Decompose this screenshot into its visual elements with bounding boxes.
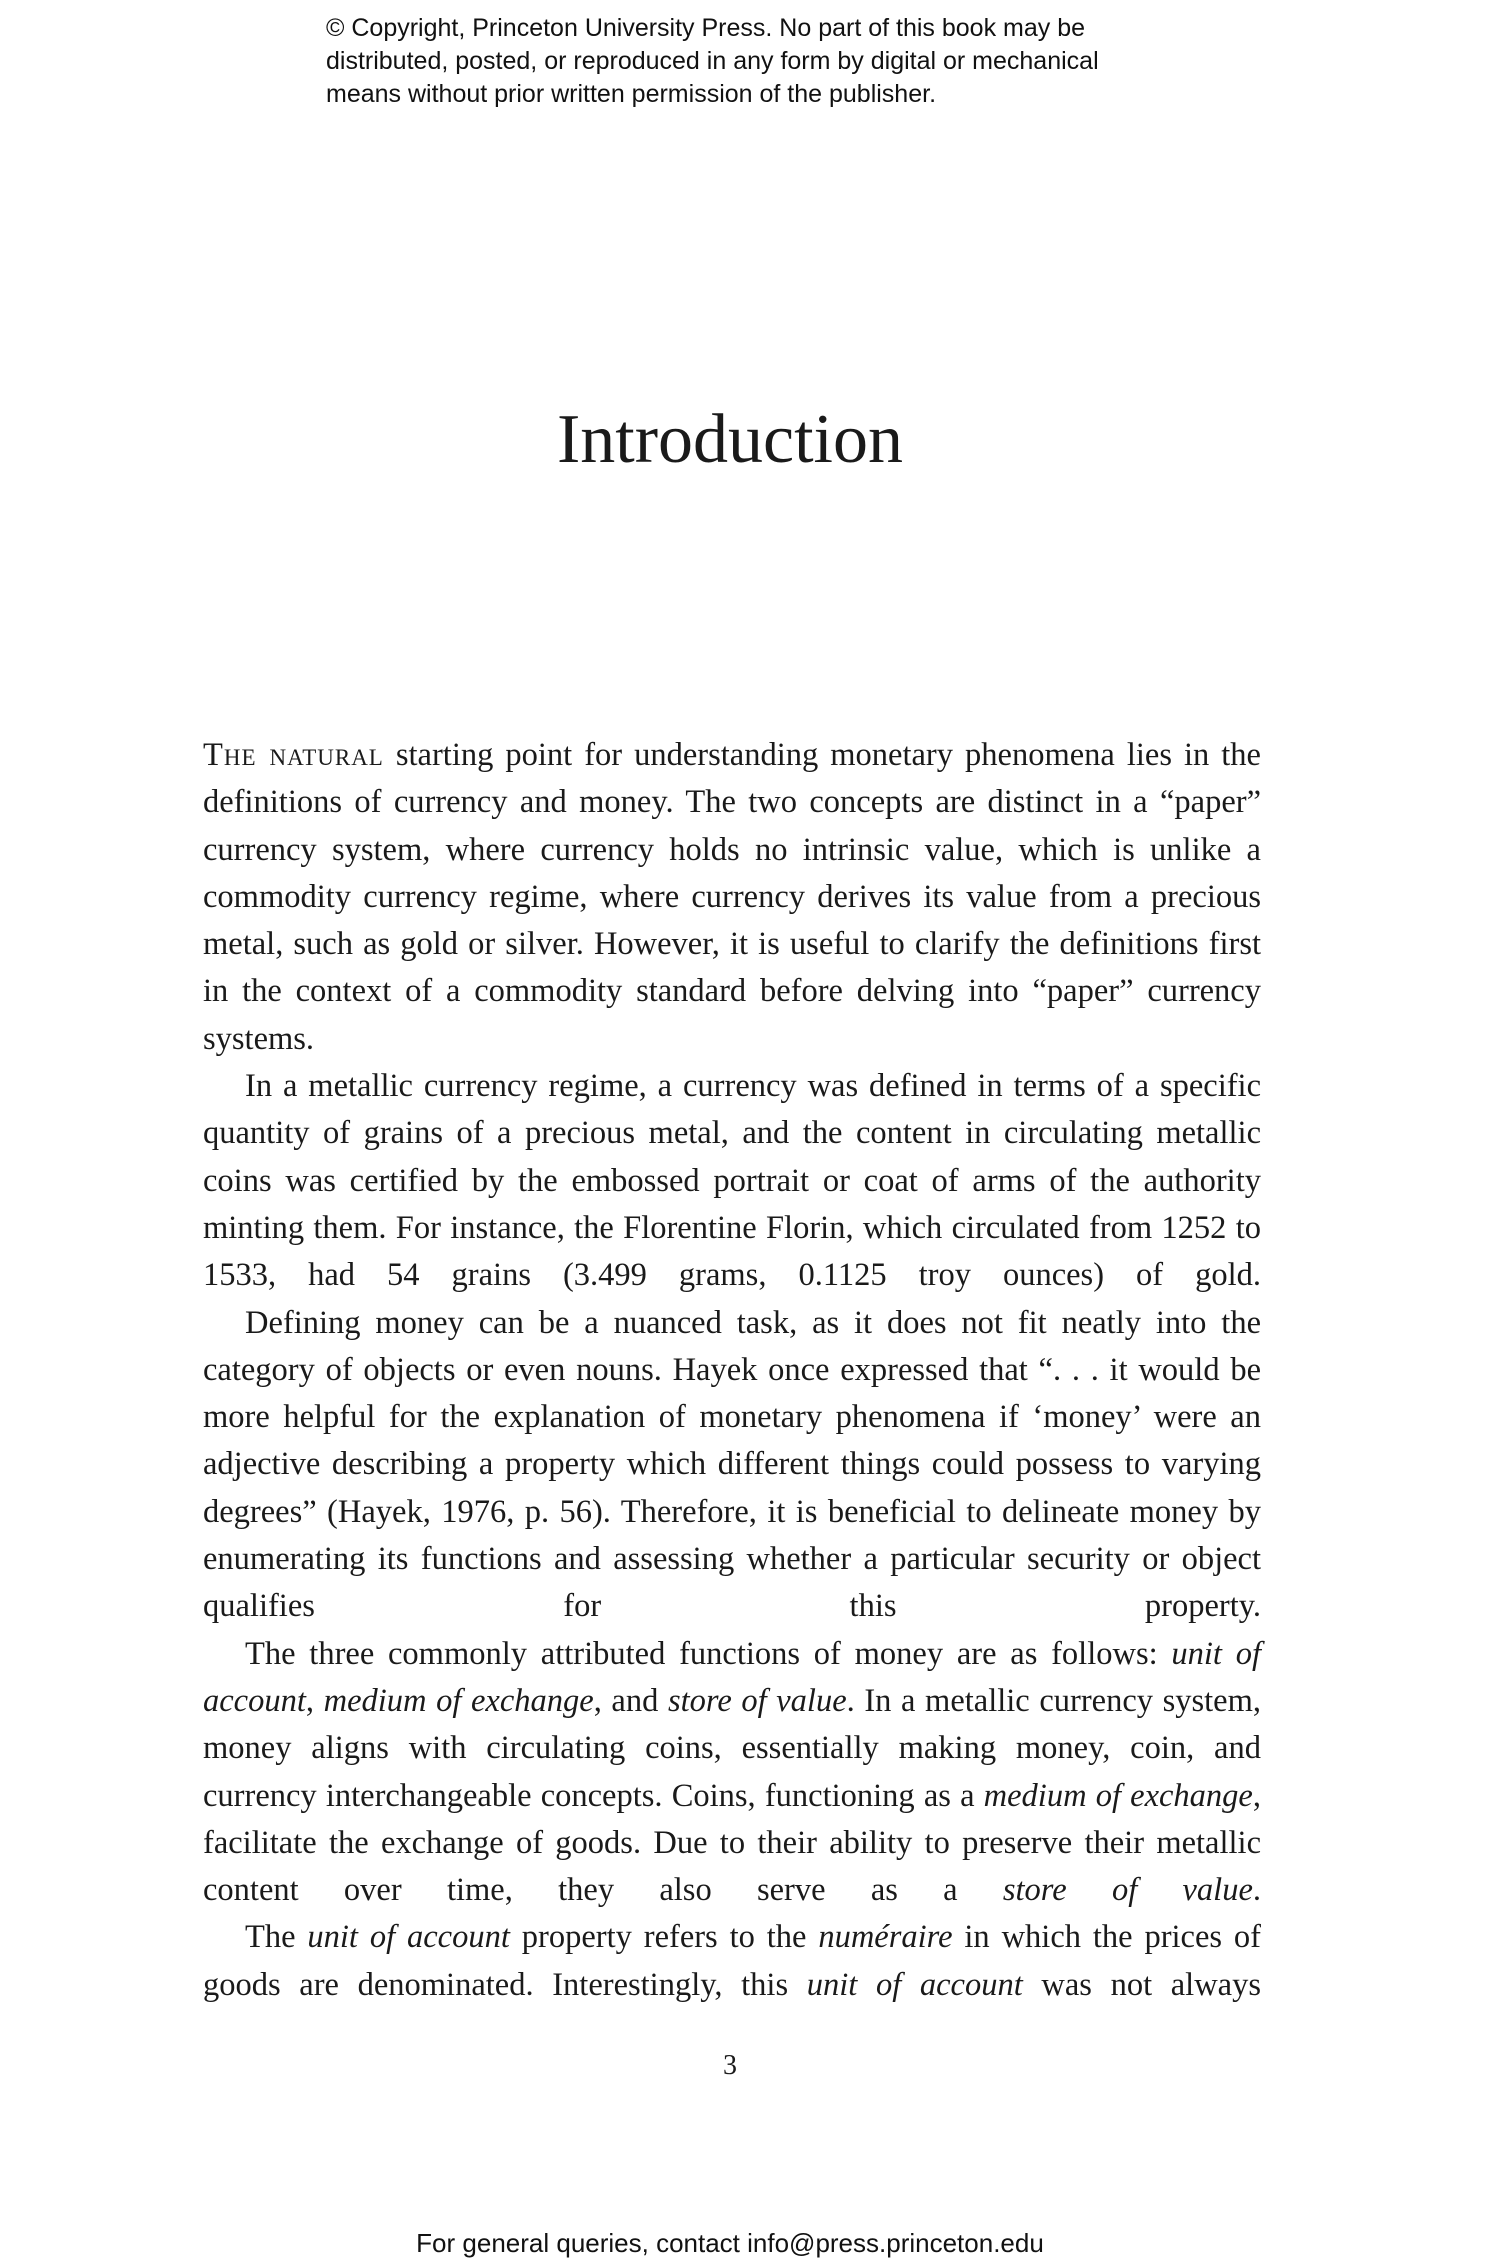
italic-term: unit of account bbox=[203, 1635, 1262, 1719]
copyright-notice bbox=[326, 12, 1226, 111]
chapter-title: Introduction bbox=[556, 401, 904, 478]
footer-contact: For general queries, contact info@press.princeton.edu bbox=[416, 2228, 1044, 2258]
paragraph-text: Defining money can be a nuanced task, as it does not fit neatly into the category of objects or even nouns. Hayek once expressed that “. . . it would be more helpful for the explanation of monetary phenomena if ‘money’ were an adjective describing a property which different things could possess to varying degrees” (Hayek, 1976, p. 56). Therefore, it is beneficial to delineate money by enumerating its functions and assessing whether a particular security or object qualifies for this property. bbox=[203, 1304, 1261, 1625]
text-run: The bbox=[245, 1919, 308, 1956]
page-number: 3 bbox=[723, 2050, 737, 2081]
italic-term: unit of account bbox=[307, 1919, 510, 1956]
text-run: The three commonly attributed functions of money are as follows: bbox=[245, 1635, 1172, 1672]
italic-term: unit of account bbox=[806, 1966, 1023, 2003]
paragraph-4 bbox=[203, 1631, 1261, 1915]
italic-term: medium of exchange bbox=[323, 1682, 594, 1719]
text-run: was not always bbox=[1022, 1966, 1261, 2003]
text-run: , bbox=[305, 1682, 324, 1719]
text-run: , facilitate the exchange of goods. Due to their ability to preserve their metallic content over time, they also serve as a bbox=[203, 1777, 1261, 1909]
text-run: . bbox=[1252, 1872, 1262, 1909]
body-text bbox=[203, 732, 1261, 2009]
text-run: , and bbox=[593, 1682, 668, 1719]
italic-term: store of value bbox=[1002, 1872, 1253, 1909]
text-run: property refers to the bbox=[509, 1919, 819, 1956]
italic-term: store of value bbox=[667, 1682, 847, 1719]
copyright-line: © Copyright, Princeton University Press. No part of this book may be bbox=[326, 14, 1086, 42]
paragraph-3 bbox=[203, 1300, 1261, 1631]
italic-term: medium of exchange bbox=[983, 1777, 1253, 1814]
paragraph-1 bbox=[203, 732, 1261, 1063]
text-run: . In a metallic currency system, money aligns with circulating coins, essentially making money, coin, and currency interchangeable concepts. Coins, functioning as a bbox=[203, 1682, 1261, 1814]
italic-term: numéraire bbox=[818, 1919, 953, 1956]
paragraph-5 bbox=[203, 1914, 1261, 2009]
text-run: in which the prices of goods are denominated. Interestingly, this bbox=[203, 1919, 1261, 2003]
paragraph-text: starting point for understanding monetary phenomena lies in the definitions of currency and money. The two concepts are distinct in a “paper” currency system, where currency holds no intrinsic value, which is unlike a commodity currency regime, where currency derives its value from a precious metal, such as gold or silver. However, it is useful to clarify the definitions first in the context of a commodity standard before delving into “paper” currency systems. bbox=[203, 737, 1261, 1057]
copyright-line: means without prior written permission of the publisher. bbox=[326, 80, 937, 108]
paragraph-text: In a metallic currency regime, a currency was defined in terms of a specific quantity of grains of a precious metal, and the content in circulating metallic coins was certified by the embossed portrait or coat of arms of the authority minting them. For instance, the Florentine Florin, which circulated from 1252 to 1533, had 54 grains (3.499 grams, 0.1125 troy ounces) of gold. bbox=[203, 1068, 1261, 1294]
lead-in-small-caps: The natural bbox=[203, 737, 384, 773]
copyright-line: distributed, posted, or reproduced in any form by digital or mechanical bbox=[326, 47, 1099, 75]
paragraph-2 bbox=[203, 1063, 1261, 1299]
